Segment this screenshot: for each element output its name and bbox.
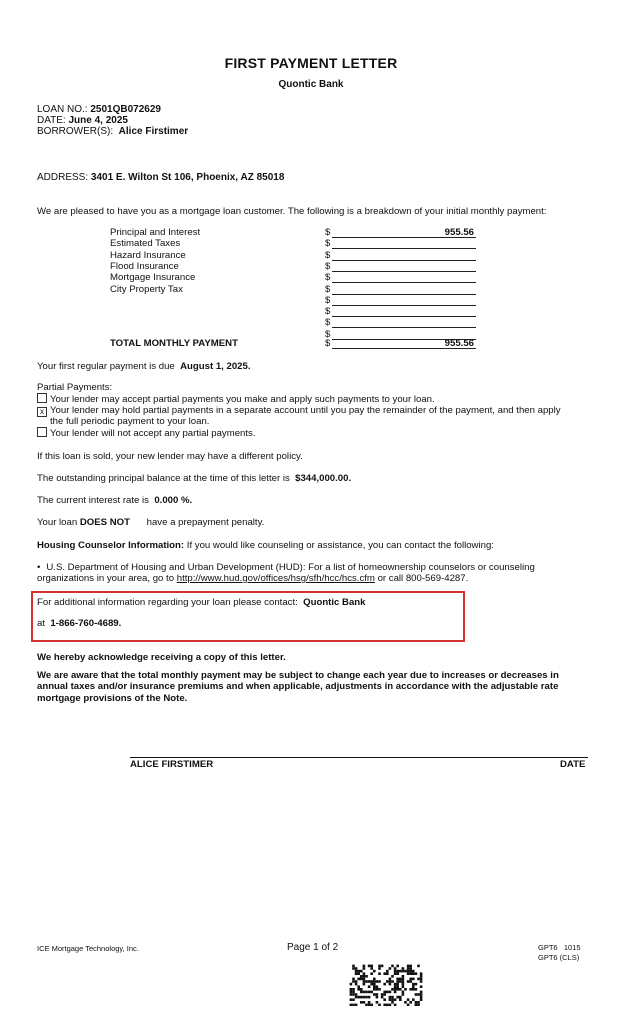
address-row: [37, 172, 284, 183]
total-amount: 955.56: [444, 338, 474, 349]
form-code-2: GPT6 (CLS): [538, 953, 580, 962]
page-title: FIRST PAYMENT LETTER: [224, 55, 398, 71]
contact-at: at: [37, 618, 46, 629]
hud-line-1: [37, 562, 597, 574]
rate-text: The current interest rate is: [37, 495, 149, 506]
payment-item-dollar: $: [325, 249, 331, 261]
signer-name: ALICE FIRSTIMER: [130, 759, 214, 770]
hud-prefix: organizations in your area, go to: [37, 573, 175, 584]
borrower-row: [37, 126, 188, 137]
partial-heading: Partial Payments:: [37, 382, 113, 393]
prepay-suffix: have a prepayment penalty.: [146, 517, 265, 528]
contact-row: [37, 597, 366, 609]
partial-option-1: [37, 393, 435, 406]
payment-item-dollar: $: [325, 238, 331, 250]
payment-item-dollar: $: [325, 283, 331, 295]
prepay-row: [37, 517, 264, 529]
payment-item-label: City Property Tax: [110, 283, 183, 295]
address-label: ADDRESS:: [37, 172, 89, 183]
date-label: DATE:: [37, 115, 66, 126]
bullet: •: [37, 562, 41, 573]
rate-value: 0.000 %.: [154, 495, 193, 506]
borrower-label: BORROWER(S):: [37, 126, 114, 137]
checkbox-unchecked[interactable]: [37, 393, 47, 403]
hud-suffix: or call 800-569-4287.: [377, 573, 469, 584]
payment-item-amount: 955.56: [444, 227, 474, 238]
partial-option-3: [37, 427, 256, 440]
letter-date: June 4, 2025: [68, 115, 128, 126]
payment-item-dollar: $: [325, 272, 331, 284]
payment-item-dollar: $: [325, 306, 331, 318]
contact-phone-row: [37, 618, 121, 630]
page-number: Page 1 of 2: [287, 942, 339, 953]
loan-number-row: [37, 104, 161, 115]
rate-row: [37, 495, 192, 507]
payment-item-label: Principal and Interest: [110, 227, 201, 238]
hud-text: U.S. Department of Housing and Urban Development (HUD): For a list of homeownership counselors or counseling: [46, 562, 535, 573]
payment-item-dollar: $: [325, 227, 331, 238]
loan-number: 2501QB072629: [90, 104, 161, 115]
balance-row: [37, 473, 351, 485]
contact-name: Quontic Bank: [303, 597, 366, 608]
checkbox-unchecked[interactable]: [37, 427, 47, 437]
total-dollar: $: [325, 338, 331, 349]
acknowledge-text: We hereby acknowledge receiving a copy of this letter.: [37, 652, 286, 663]
first-payment-row: [37, 361, 251, 373]
lender-name: Quontic Bank: [278, 79, 344, 90]
hud-link[interactable]: http://www.hud.gov/offices/hsg/sfh/hcc/hcs.cfm: [176, 573, 375, 584]
payment-item-line: [332, 306, 476, 317]
payment-item-line: [332, 272, 476, 283]
signature-line: [130, 757, 588, 758]
date-row: [37, 115, 128, 126]
form-code-1: GPT6 1015: [538, 943, 581, 952]
footer-company: ICE Mortgage Technology, Inc.: [37, 944, 139, 953]
total-label: TOTAL MONTHLY PAYMENT: [110, 338, 238, 349]
payment-item-dollar: $: [325, 317, 331, 329]
contact-phone: 1-866-760-4689.: [50, 618, 122, 629]
hud-line-2: [37, 573, 468, 585]
payment-item-dollar: $: [325, 328, 331, 340]
borrower-name: Alice Firstimer: [118, 126, 189, 137]
balance-text: The outstanding principal balance at the time of this letter is: [37, 473, 290, 484]
aware-text: We are aware that the total monthly payment may be subject to change each year due to increases or decreases in annual taxes and/or insurance premiums and when applicable, adjustments in accordance with the adjustable rate mortgage provisions of the Note.: [37, 670, 559, 704]
payment-item-dollar: $: [325, 294, 331, 306]
partial-option-text: Your lender may accept partial payments you make and apply such payments to your loan.: [50, 394, 435, 405]
signature-date-label: DATE: [560, 759, 586, 770]
payment-item-dollar: $: [325, 260, 331, 272]
prepay-prefix: Your loan: [37, 517, 78, 528]
payment-item-label: Hazard Insurance: [110, 249, 186, 261]
counselor-label: Housing Counselor Information:: [37, 540, 185, 551]
counselor-text: If you would like counseling or assistance, you can contact the following:: [186, 540, 494, 551]
counselor-row: [37, 540, 494, 552]
payment-item-line: [332, 261, 476, 272]
payment-item-label: Flood Insurance: [110, 260, 179, 272]
payment-item-label: Estimated Taxes: [110, 238, 181, 250]
partial-option-text: Your lender will not accept any partial payments.: [50, 428, 256, 439]
sold-text: If this loan is sold, your new lender may have a different policy.: [37, 451, 303, 462]
payment-item-line: [332, 295, 476, 306]
intro-text: We are pleased to have you as a mortgage loan customer. The following is a breakdown of your initial monthly payment:: [37, 206, 547, 217]
payment-item-line: [332, 250, 476, 261]
barcode-icon: [349, 964, 423, 1006]
payment-item-line: [332, 317, 476, 328]
payment-item-line: [332, 238, 476, 249]
payment-item-line: [332, 284, 476, 295]
partial-option-2-cont: the full periodic payment to your loan.: [50, 416, 210, 427]
loan-number-label: LOAN NO.:: [37, 104, 88, 115]
balance-value: $344,000.00.: [295, 473, 352, 484]
first-payment-text: Your first regular payment is due: [37, 361, 175, 372]
contact-text: For additional information regarding your loan please contact:: [37, 597, 298, 608]
address-value: 3401 E. Wilton St 106, Phoenix, AZ 85018: [90, 172, 285, 183]
partial-option-text: Your lender may hold partial payments in a separate account until you pay the remainder of the payment, and then apply: [50, 405, 561, 416]
checkbox-checked[interactable]: x: [37, 407, 47, 417]
payment-item-label: Mortgage Insurance: [110, 272, 196, 284]
prepay-value: DOES NOT: [79, 517, 130, 528]
first-payment-date: August 1, 2025.: [180, 361, 251, 372]
